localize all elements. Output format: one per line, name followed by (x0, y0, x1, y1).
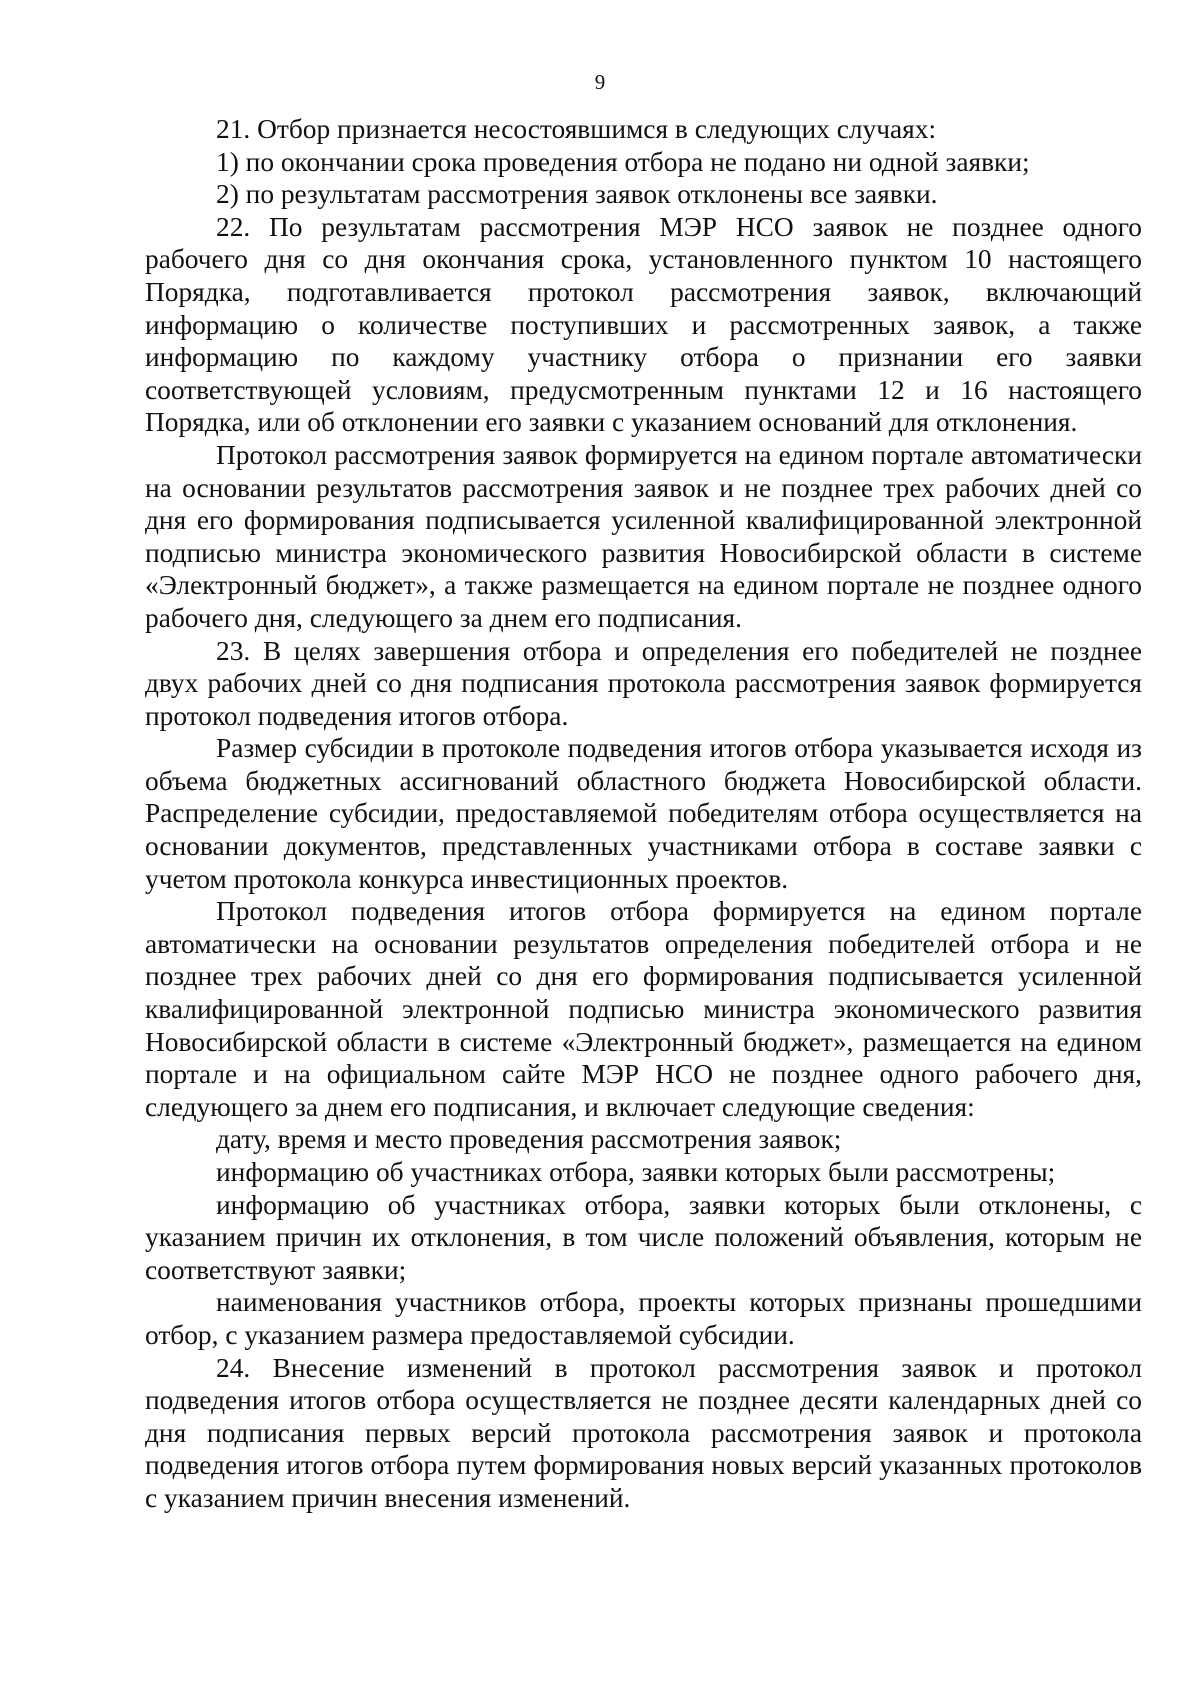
list-item-reviewed-participants: информацию об участниках отбора, заявки которых были рассмотрены; (216, 1157, 1056, 1187)
paragraph-21-heading: 21. Отбор признается несостоявшимся в следующих случаях: (216, 114, 937, 144)
document-body (145, 113, 1142, 1515)
list-item-winners: наименования участников отбора, проекты которых признаны прошедшими отбор, с указанием размера предоставляемой субсидии. (145, 1287, 1142, 1350)
paragraph-23-results-protocol: Протокол подведения итогов отбора формируется на едином портале автоматически на основании результатов определения победителей отбора и не позднее трех рабочих дней со дня его формирования подписывается усиленной квалифицированной электронной подписью министра экономического развития Новосибирской области в системе «Электронный бюджет», размещается на едином портале и на официальном сайте МЭР НСО не позднее одного рабочего дня, следующего за днем его подписания, и включает следующие сведения: (145, 896, 1142, 1122)
paragraph-21-case-2: 2) по результатам рассмотрения заявок отклонены все заявки. (216, 179, 938, 210)
list-item-date-time-place: дату, время и место проведения рассмотрения заявок; (216, 1124, 842, 1155)
paragraph-22-protocol-formation: Протокол рассмотрения заявок формируется на едином портале автоматически на основании результатов рассмотрения заявок и не позднее трех рабочих дней со дня его формирования подписывается усиленной квалифицированной электронной подписью министра экономического развития Новосибирской области в системе «Электронный бюджет», а также размещается на едином портале не позднее одного рабочего дня, следующего за днем его подписания. (145, 439, 1142, 633)
paragraph-21-case-1: 1) по окончании срока проведения отбора не подано ни одной заявки; (216, 146, 1030, 177)
page-number: 9 (594, 70, 606, 94)
paragraph-23: 23. В целях завершения отбора и определения его победителей не позднее двух рабочих дней со дня подписания протокола рассмотрения заявок формируется протокол подведения итогов отбора. (145, 635, 1142, 731)
paragraph-23-subsidy-size: Размер субсидии в протоколе подведения итогов отбора указывается исходя из объема бюджетных ассигнований областного бюджета Новосибирской области. Распределение субсидии, предоставляемой победителям отбора осуществляется на основании документов, представленных участниками отбора в составе заявки с учетом протокола конкурса инвестиционных проектов. (145, 733, 1142, 894)
list-item-rejected-participants: информацию об участниках отбора, заявки которых были отклонены, с указанием причин их отклонения, в том числе положений объявления, которым не соответствуют заявки; (145, 1189, 1142, 1285)
paragraph-22: 22. По результатам рассмотрения МЭР НСО заявок не позднее одного рабочего дня со дня окончания срока, установленного пунктом 10 настоящего Порядка, подготавливается протокол рассмотрения заявок, включающий информацию о количестве поступивших и рассмотренных заявок, а также информацию по каждому участнику отбора о признании его заявки соответствующей условиям, предусмотренным пунктами 12 и 16 настоящего Порядка, или об отклонении его заявки с указанием оснований для отклонения. (145, 211, 1142, 438)
paragraph-24: 24. Внесение изменений в протокол рассмотрения заявок и протокол подведения итогов отбора осуществляется не позднее десяти календарных дней со дня подписания первых версий протокола рассмотрения заявок и протокола подведения итогов отбора путем формирования новых версий указанных протоколов с указанием причин внесения изменений. (145, 1352, 1142, 1513)
